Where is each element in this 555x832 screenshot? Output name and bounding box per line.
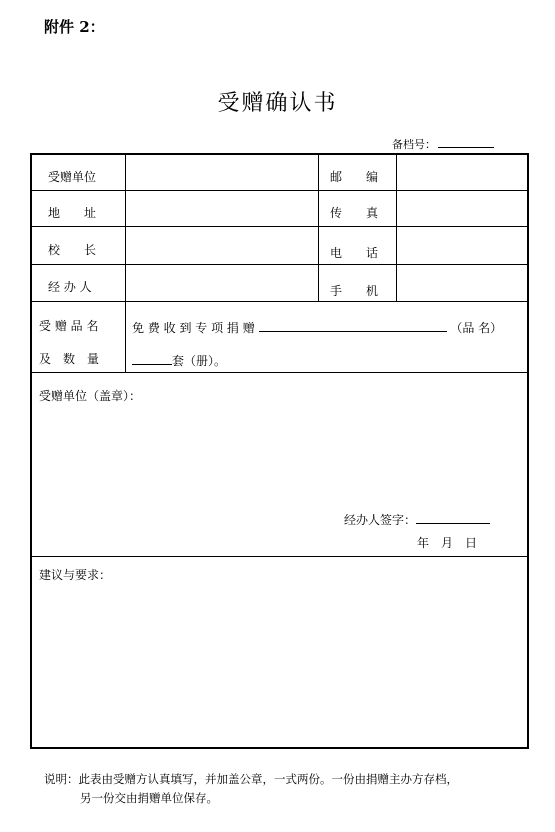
signature-label: 经办人签字： xyxy=(344,513,417,527)
mobile-label: 手 机 xyxy=(330,284,379,298)
row-divider xyxy=(32,264,527,265)
archive-number xyxy=(392,136,494,152)
goods-line1 xyxy=(132,319,502,335)
column-divider xyxy=(318,155,319,301)
date-label: 年 月 日 xyxy=(417,536,478,550)
phone-field[interactable] xyxy=(398,228,528,263)
suggestions-field[interactable] xyxy=(34,585,527,745)
suggestions-label: 建议与要求： xyxy=(39,568,112,582)
goods-text-prefix: 免 费 收 到 专 项 捐 赠 xyxy=(132,321,255,335)
goods-label-line1: 受 赠 品 名 xyxy=(39,319,99,333)
seal-label: 受赠单位（盖章）： xyxy=(39,389,142,403)
column-divider xyxy=(125,155,126,372)
goods-text-suffix: （品 名） xyxy=(450,321,503,335)
recipient-unit-field[interactable] xyxy=(127,156,316,189)
goods-label-line2: 及 数 量 xyxy=(39,352,100,366)
archive-number-field[interactable] xyxy=(438,137,494,148)
row-divider xyxy=(32,556,527,557)
row-divider xyxy=(32,372,527,373)
handler-label: 经 办 人 xyxy=(48,280,92,294)
goods-quantity-field[interactable] xyxy=(132,352,172,365)
principal-label: 校 长 xyxy=(48,243,97,257)
confirmation-form-table xyxy=(30,153,529,749)
principal-field[interactable] xyxy=(127,228,316,263)
attachment-label: 附件 2： xyxy=(44,18,105,36)
goods-line2-suffix: 套（册）。 xyxy=(172,354,227,368)
mobile-field[interactable] xyxy=(398,266,528,300)
row-divider xyxy=(32,226,527,227)
fax-field[interactable] xyxy=(398,192,528,225)
recipient-unit-label: 受赠单位 xyxy=(48,170,97,184)
postcode-label: 邮 编 xyxy=(330,170,379,184)
archive-number-label: 备档号： xyxy=(392,138,436,151)
row-divider xyxy=(32,190,527,191)
address-field[interactable] xyxy=(127,192,316,225)
handler-field[interactable] xyxy=(127,266,316,300)
note xyxy=(44,770,458,808)
row-divider xyxy=(32,301,527,302)
goods-name-field[interactable] xyxy=(259,319,447,332)
signature-row xyxy=(344,511,490,527)
phone-label: 电 话 xyxy=(330,246,379,260)
address-label: 地 址 xyxy=(48,206,97,220)
postcode-field[interactable] xyxy=(398,156,528,189)
document-title: 受赠确认书 xyxy=(217,91,338,116)
note-line2: 另一份交由捐赠单位保存。 xyxy=(80,791,218,805)
goods-line2 xyxy=(132,352,226,368)
fax-label: 传 真 xyxy=(330,206,379,220)
note-line1: 说明：此表由受赠方认真填写，并加盖公章，一式两份。一份由捐赠主办方存档， xyxy=(44,772,458,786)
column-divider xyxy=(396,155,397,301)
signature-field[interactable] xyxy=(416,511,490,524)
